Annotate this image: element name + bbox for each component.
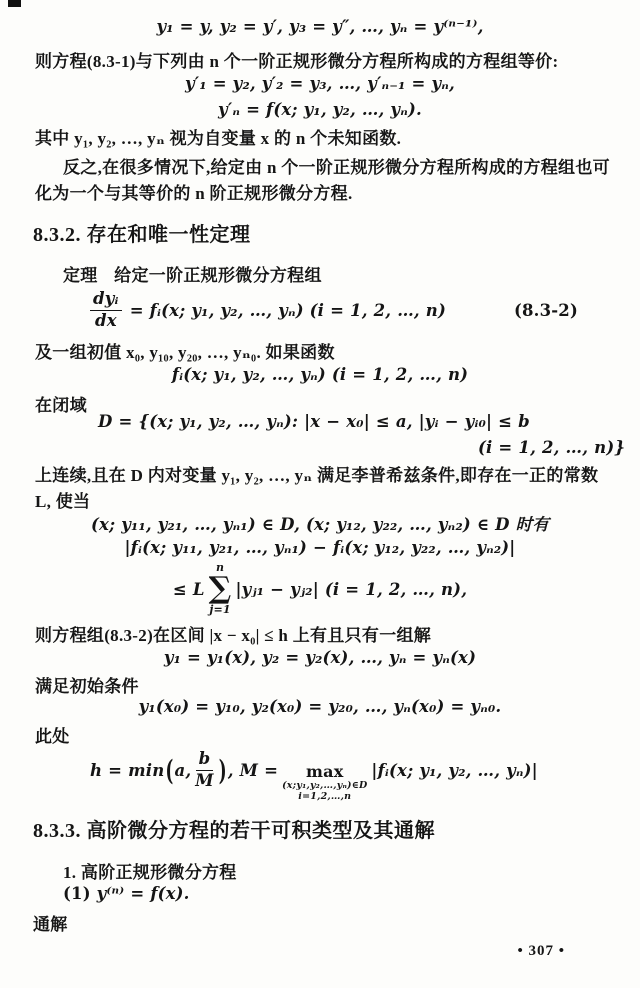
theorem-text: 给定一阶正规形微分方程组: [114, 266, 322, 285]
paragraph-closed-domain: 在闭域: [35, 396, 87, 415]
equation-initial-conditions: y₁(x₀) = y₁₀, y₂(x₀) = y₂₀, …, yₙ(x₀) = yₙ₀.: [138, 697, 502, 716]
sum-rhs: |yⱼ₁ − yⱼ₂| (i = 1, 2, …, n),: [235, 579, 468, 599]
page-number: • 307 •: [517, 943, 565, 959]
equation-domain-d-line2: (i = 1, 2, …, n)}: [478, 438, 626, 457]
general-solution-label: 通解: [33, 915, 68, 934]
b-over-m-fraction: $\frac{b}{M}$: [195, 748, 214, 790]
paragraph-converse-line1: 反之,在很多情况下,给定由 n 个一阶正规形微分方程所构成的方程组也可: [63, 158, 610, 177]
max-operator: max (x;y₁,y₂,…,yₙ)∈D i=1,2,…,n: [282, 761, 368, 803]
h-min-text: h = min: [90, 760, 165, 780]
item-1-1-label: (1): [63, 884, 97, 903]
list-item-1-1: [63, 884, 190, 904]
equation-points-in-d: (x; y₁₁, y₂₁, …, yₙ₁) ∈ D, (x; y₁₂, y₂₂, …, yₙ₂) ∈ D 时有: [90, 515, 550, 534]
equation-h-m-definition: [90, 744, 538, 803]
paragraph-unique-solution: 则方程组(8.3-2)在区间 |x − x₀| ≤ h 上有且只有一组解: [35, 626, 432, 645]
equation-number-8-3-2: (8.3-2): [513, 301, 578, 320]
left-paren: (: [165, 753, 174, 787]
paragraph-lipschitz-line2: L, 使当: [35, 492, 91, 511]
paragraph-here: 此处: [35, 727, 70, 746]
list-item-1: 1. 高阶正规形微分方程: [63, 863, 237, 882]
equation-lipschitz-sum: [0, 560, 640, 616]
section-heading-8-3-2: 8.3.2. 存在和唯一性定理: [33, 224, 251, 246]
equation-system-line1: y′₁ = y₂, y′₂ = y₃, …, y′ₙ₋₁ = yₙ,: [185, 74, 455, 93]
right-paren: ): [218, 753, 227, 787]
theorem-label: 定理: [63, 266, 98, 285]
sigma-symbol: ∑: [208, 571, 232, 606]
equation-domain-d-line1: D = {(x; y₁, y₂, …, yₙ): |x − x₀| ≤ a, |yᵢ − yᵢ₀| ≤ b: [98, 412, 530, 431]
section-heading-8-3-3: 8.3.3. 高阶微分方程的若干可积类型及其通解: [33, 820, 435, 842]
paragraph-initial-conditions: 满足初始条件: [35, 677, 139, 696]
summation-operator: n ∑ j=1: [208, 560, 232, 616]
equation-8-3-2-rhs: = fᵢ(x; y₁, y₂, …, yₙ) (i = 1, 2, …, n): [129, 300, 446, 320]
paragraph-initial-values: 及一组初值 x₀, y₁₀, y₂₀, …, yₙ₀. 如果函数: [35, 343, 335, 362]
equation-functions-fi: fᵢ(x; y₁, y₂, …, yₙ) (i = 1, 2, …, n): [171, 365, 469, 384]
min-arg-a: a,: [174, 760, 192, 780]
sum-lhs: ≤ L: [172, 579, 205, 599]
equation-system-line2: y′ₙ = f(x; y₁, y₂, …, yₙ).: [218, 100, 422, 119]
paragraph-equivalence: 则方程(8.3-1)与下列由 n 个一阶正规形微分方程所构成的方程组等价:: [35, 52, 559, 71]
max-argument: |fᵢ(x; y₁, y₂, …, yₙ)|: [371, 760, 538, 780]
equation-difference-abs: |fᵢ(x; y₁₁, y₂₁, …, yₙ₁) − fᵢ(x; y₁₂, y₂₂, …, yₙ₂)|: [124, 538, 516, 557]
item-1-1-equation: y⁽ⁿ⁾ = f(x).: [96, 884, 190, 903]
equation-substitution: y₁ = y, y₂ = y′, y₃ = y″, …, yₙ = y⁽ⁿ⁻¹⁾,: [156, 17, 484, 36]
theorem-statement: [63, 261, 322, 286]
paragraph-unknown-functions: 其中 y₁, y₂, …, yₙ 视为自变量 x 的 n 个未知函数.: [35, 129, 402, 148]
equation-solutions: y₁ = y₁(x), y₂ = y₂(x), …, yₙ = yₙ(x): [163, 648, 477, 667]
equation-8-3-2: [90, 288, 446, 332]
paragraph-converse-line2: 化为一个与其等价的 n 阶正规形微分方程.: [35, 184, 353, 203]
m-equals-text: , M =: [227, 760, 279, 780]
paragraph-lipschitz-line1: 上连续,且在 D 内对变量 y₁, y₂, …, yₙ 满足李普希兹条件,即存在一正的常数: [35, 466, 599, 485]
derivative-fraction: $\frac{\text{dyᵢ}}{dx}$: [90, 290, 122, 331]
scan-artifact-mark: [8, 0, 21, 7]
